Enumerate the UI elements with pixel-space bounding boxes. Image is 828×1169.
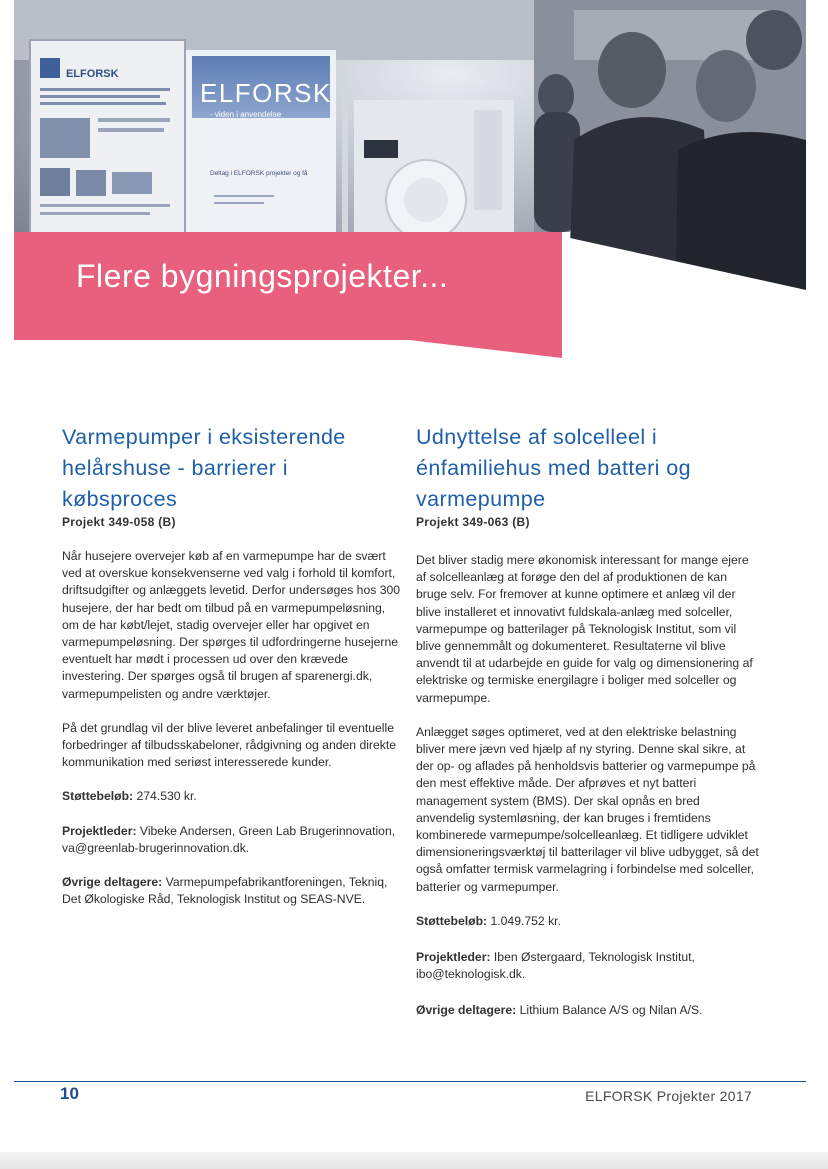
sign-brand-text: ELFORSK <box>200 78 332 108</box>
title-banner <box>14 232 562 358</box>
left-paragraph-2: På det grundlag vil der blive leveret anbefalinger til eventuelle forbedringer af tilbudsskabeloner, rådgivning og anden direkte kommunikation med seriøst interesserede kunder. <box>62 720 397 770</box>
left-others-label: Øvrige deltagere: <box>62 875 163 890</box>
scan-edge <box>0 1152 828 1169</box>
right-project-title: Udnyttelse af solcelleel i énfamiliehus med batteri og varmepumpe <box>416 425 691 511</box>
right-project-number: Projekt 349-063 (B) <box>416 515 530 529</box>
right-project-column <box>416 422 760 1039</box>
sign-tagline-text: - viden i anvendelse <box>210 110 282 119</box>
right-leader-label: Projektleder: <box>416 950 491 965</box>
left-others-value: Varmepumpefabrikantforeningen, Tekniq, Det Økologiske Råd, Teknologisk Institut og SEAS-NVE. <box>62 875 388 907</box>
page-title: Flere bygningsprojekter... <box>76 258 449 294</box>
left-support-value: 274.530 kr. <box>136 789 197 804</box>
right-support-label: Støttebeløb: <box>416 913 488 928</box>
right-leader <box>416 949 760 983</box>
publication-title: ELFORSK Projekter 2017 <box>585 1088 752 1104</box>
left-project-title: Varmepumper i eksisterende helårshuse - barrierer i købsproces <box>62 425 346 511</box>
left-others <box>62 874 402 908</box>
left-project-number: Projekt 349-058 (B) <box>62 515 176 529</box>
right-support <box>416 913 760 930</box>
left-support-label: Støttebeløb: <box>62 789 134 804</box>
page-number: 10 <box>60 1084 79 1103</box>
left-leader <box>62 823 402 857</box>
left-project-column <box>62 422 402 925</box>
hero-photo <box>14 0 806 372</box>
right-support-value: 1.049.752 kr. <box>490 913 561 928</box>
right-others <box>416 1002 760 1019</box>
poster-panel <box>30 40 185 240</box>
poster-logo-text: ELFORSK <box>66 68 119 80</box>
elforsk-sign <box>186 50 336 235</box>
right-paragraph-2: Anlægget søges optimeret, ved at den elektriske belastning bliver mere jævn ved hjælp af ny styring. Denne skal sikre, at der op- og aflades på henholdsvis batterier og varmepumpe på den mest effektive måde. Der afprøves et nyt batteri management system (BMS). Der skal opnås en bred anvendelig systemløsning, der kan bruges i fremtidens kombinerede varmepumpe/solcelleanlæg. Et tidligere udviklet dimensioneringsværktøj til batterilager vil blive udbygget, så det også omfatter termisk varmelagring i forbindelse med solceller, batterier og varmepumper. <box>416 724 759 894</box>
left-support <box>62 788 402 805</box>
left-leader-value: Vibeke Andersen, Green Lab Brugerinnovation, va@greenlab-brugerinnovation.dk. <box>62 823 396 855</box>
sign-invite-text: Deltag i ELFORSK projekter og få <box>210 170 308 177</box>
right-others-value: Lithium Balance A/S og Nilan A/S. <box>519 1003 703 1018</box>
right-leader-value: Iben Østergaard, Teknologisk Institut, ibo@teknologisk.dk. <box>416 950 695 982</box>
left-leader-label: Projektleder: <box>62 823 137 838</box>
right-others-label: Øvrige deltagere: <box>416 1003 517 1018</box>
right-paragraph-1: Det bliver stadig mere økonomisk interessant for mange ejere af solcelleanlæg at forøge den del af produktionen de kan bruge selv. For fremover at kunne optimere et anlæg vil der blive installeret et innovativt fuldskala-anlæg med solceller, varmepumpe og batterilager på Teknologisk Institut, som vil blive gennemmålt og dokumenteret. Resultaterne vil blive anvendt til at udarbejde en guide for valg og dimensionering af elektriske og termiske energilagre i boliger med solceller og varmepumpe. <box>416 553 753 705</box>
footer-divider <box>14 1081 806 1082</box>
left-paragraph-1: Når husejere overvejer køb af en varmepumpe har de svært ved at overskue konsekvenserne ved valg i forhold til komfort, driftsudgifter og anlæggets levetid. Derfor undersøges hos 300 husejere, der har bedt om tilbud på en varmepumpeløsning, om de har købt/lejet, stadig overvejer eller har opgivet en varmepumpeløsning. Der spørges til udfordringerne husejerne eventuelt har mødt i processen ud over den krævede investering. Der spørges også til brugen af sparenergi.dk, varmepumpelisten og andre værktøjer. <box>62 549 401 701</box>
